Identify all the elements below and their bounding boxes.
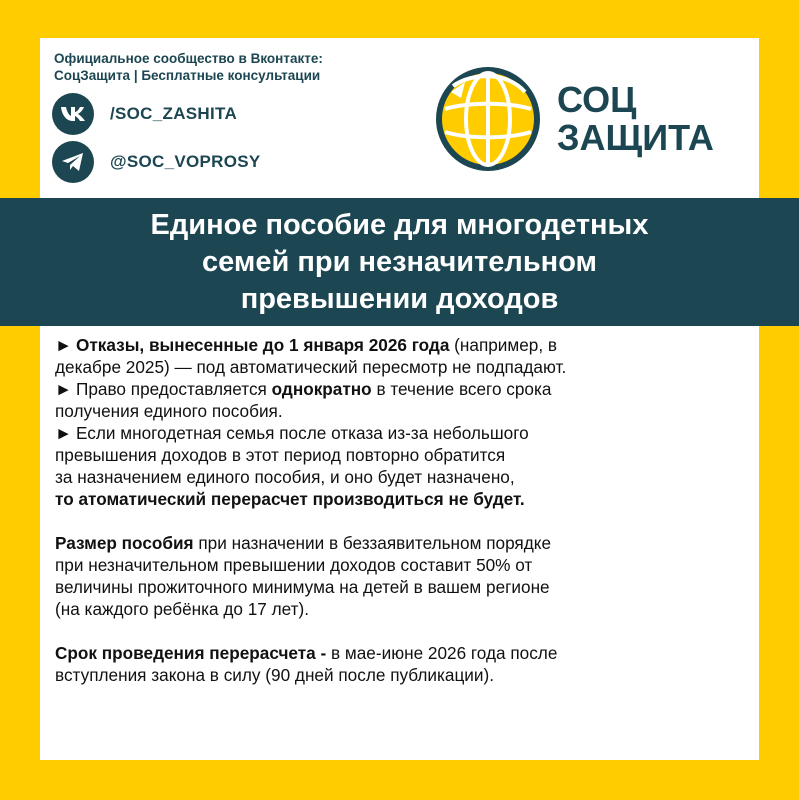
vk-link[interactable] <box>52 93 237 135</box>
refusals-text-2: декабре 2025) — под автоматический пересмотр не подпадают. <box>55 357 567 377</box>
repeat-text-1: Если многодетная семья после отказа из-за небольшого <box>76 423 529 443</box>
paragraph-timing <box>55 642 755 686</box>
vk-icon <box>52 93 94 135</box>
amount-text-4: (на каждого ребёнка до 17 лет). <box>55 599 310 619</box>
amount-text-2: при незначительном превышении доходов составит 50% от <box>55 555 533 575</box>
bullet-icon: ► <box>55 423 73 443</box>
body-card <box>40 326 759 760</box>
vk-handle: /SOC_ZASHITA <box>110 104 238 123</box>
globe-icon <box>433 64 543 174</box>
logo-line-2: ЗАЩИТА <box>557 117 714 158</box>
timing-text-1: в мае-июне 2026 года после <box>326 643 558 663</box>
telegram-link[interactable] <box>52 141 261 183</box>
amount-text-1: при назначении в беззаявительном порядке <box>193 533 552 553</box>
logo-line-1: СОЦ <box>557 79 637 120</box>
logo-text <box>557 81 714 157</box>
paragraph-once <box>55 378 755 422</box>
amount-bold: Размер пособия <box>55 533 194 553</box>
body-text <box>55 334 755 686</box>
refusals-text: (например, в <box>449 335 558 355</box>
page-title <box>151 207 649 318</box>
repeat-text-2: превышения доходов в этот период повторно обратится <box>55 445 506 465</box>
title-line-2: семей при незначительном <box>202 245 597 278</box>
paragraph-amount <box>55 532 755 620</box>
timing-text-2: вступления закона в силу (90 дней после публикации). <box>55 665 494 685</box>
community-line-1: Официальное сообщество в Вконтакте: <box>54 51 323 66</box>
title-band <box>0 198 799 326</box>
title-line-3: превышении доходов <box>240 282 559 315</box>
once-text: Право предоставляется <box>76 379 272 399</box>
soc-zashita-logo <box>433 64 714 174</box>
bullet-icon: ► <box>55 335 73 355</box>
telegram-icon <box>52 141 94 183</box>
paragraph-repeat <box>55 422 755 510</box>
once-bold: однократно <box>271 379 372 399</box>
repeat-text-3: за назначением единого пособия, и оно будет назначено, <box>55 467 515 487</box>
community-caption <box>54 50 323 84</box>
title-line-1: Единое пособие для многодетных <box>150 208 649 241</box>
refusals-bold: Отказы, вынесенные до 1 января 2026 года <box>76 335 450 355</box>
repeat-bold: то атоматический перерасчет производиться не будет. <box>55 489 525 509</box>
once-text-post: в течение всего срока <box>371 379 552 399</box>
community-line-2: СоцЗащита | Бесплатные консультации <box>54 68 321 83</box>
bullet-icon: ► <box>55 379 73 399</box>
amount-text-3: величины прожиточного минимума на детей в вашем регионе <box>55 577 550 597</box>
header-card <box>40 38 759 198</box>
timing-bold: Срок проведения перерасчета - <box>55 643 327 663</box>
once-text-2: получения единого пособия. <box>55 401 283 421</box>
telegram-handle: @SOC_VOPROSY <box>110 152 261 171</box>
paragraph-refusals <box>55 334 755 378</box>
